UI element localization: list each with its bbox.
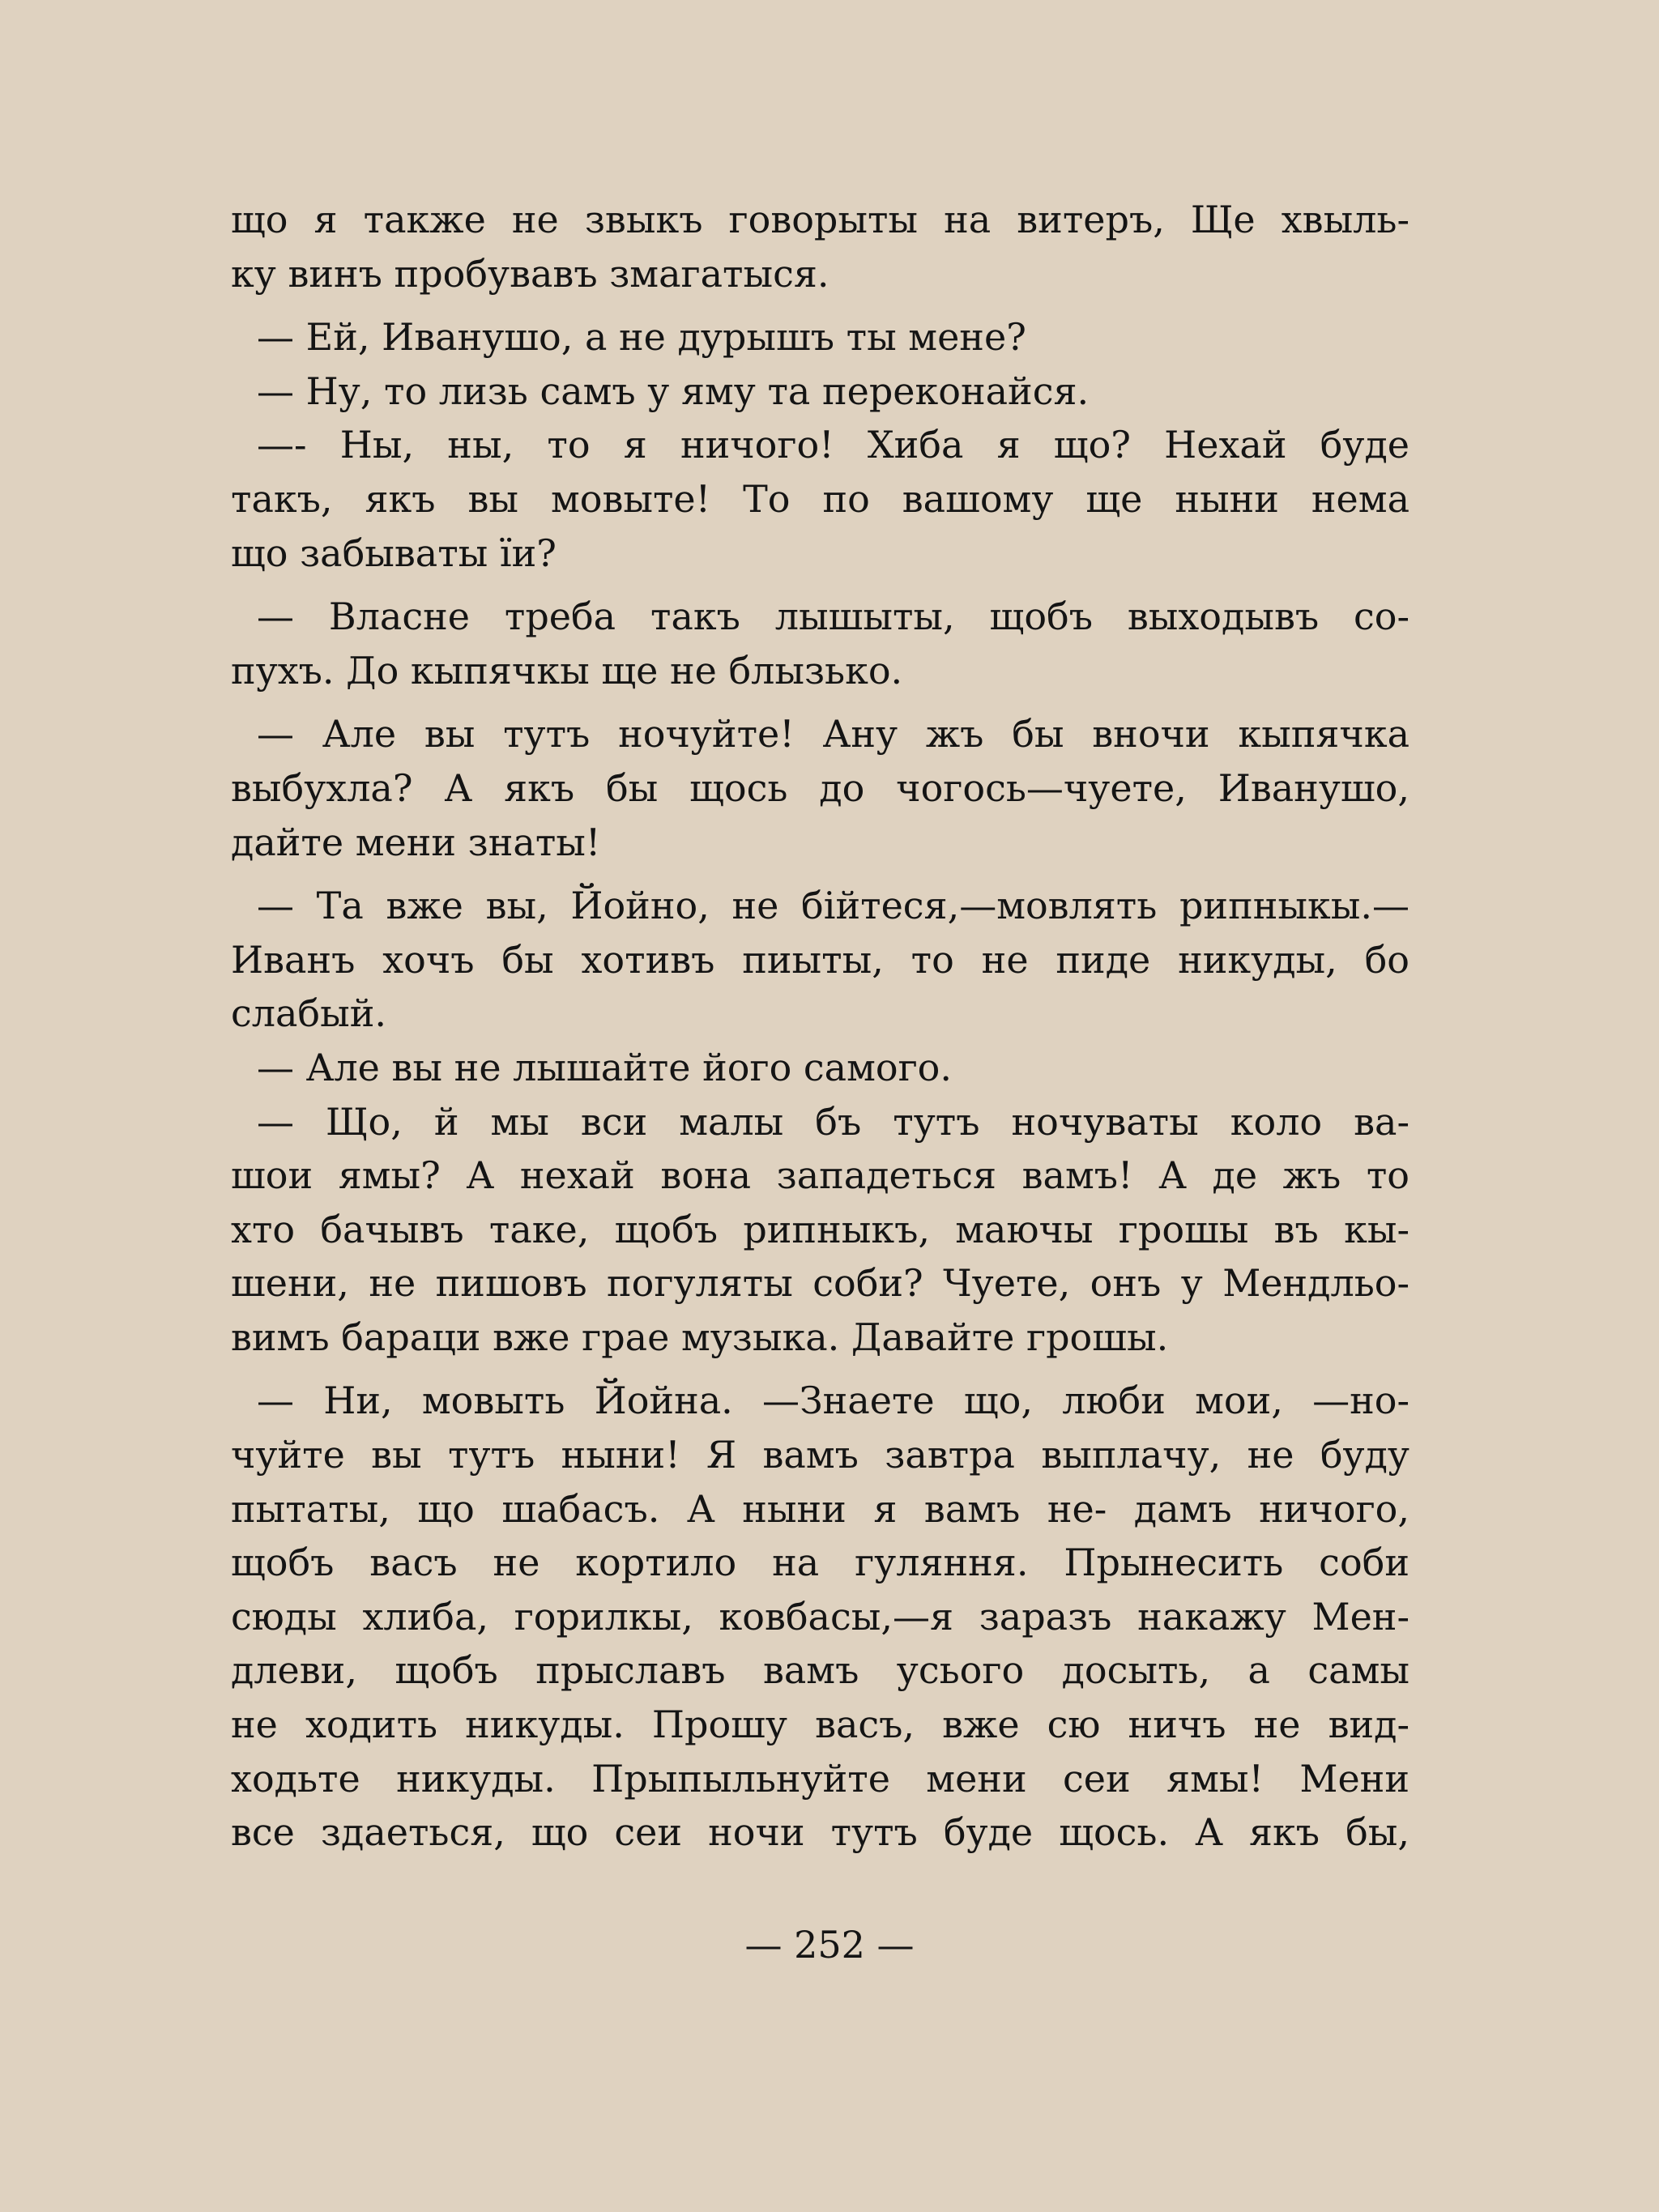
text-line: — Ни, мовыть Йойна. —Знаете що, люби мои, —но- xyxy=(257,1379,1410,1423)
text-line: длеви, щобъ прыславъ вамъ усього досыть, а самы xyxy=(231,1648,1410,1693)
text-line: слабый. xyxy=(231,991,386,1036)
text-line: хто бачывъ таке, щобъ рипныкъ, маючы грошы въ кы- xyxy=(231,1207,1410,1251)
text-line: ходьте никуды. Прыпыльнуйте мени сеи ямы! Мени xyxy=(231,1756,1410,1801)
page-number: — 252 — xyxy=(744,1923,915,1967)
text-line: не ходить никуды. Прошу васъ, вже сю ничъ не вид- xyxy=(231,1703,1410,1747)
text-line: шени, не пишовъ погуляты соби? Чуете, онъ у Мендльо- xyxy=(231,1261,1410,1306)
text-line: —- Ны, ны, то я ничого! Хиба я що? Нехай буде xyxy=(257,423,1410,467)
text-line: що я также не звыкъ говорыты на витеръ, Ще хвыль- xyxy=(231,198,1410,241)
text-line: такъ, якъ вы мовыте! То по вашому ще ныни нема xyxy=(231,476,1410,521)
text-line: — Але вы не лышайте його самого. xyxy=(257,1045,952,1089)
text-line: чуйте вы тутъ ныни! Я вамъ завтра выплачу, не буду xyxy=(231,1433,1410,1477)
text-line: сюды хлиба, горилкы, ковбасы,—я заразъ накажу Мен- xyxy=(231,1594,1410,1639)
text-line: пытаты, що шабасъ. А ныни я вамъ не- дамъ ничого, xyxy=(231,1486,1410,1531)
text-line: ку винъ пробувавъ змагатыся. xyxy=(231,251,830,296)
text-line: вимъ бараци вже грае музыка. Давайте грошы. xyxy=(231,1315,1169,1359)
text-line: — Власне треба такъ лышыты, щобъ выходывъ со- xyxy=(257,595,1410,639)
text-line: — Ну, то лизь самъ у яму та переконайся. xyxy=(257,369,1090,413)
text-line: Иванъ хочъ бы хотивъ пиыты, то не пиде никуды, бо xyxy=(231,937,1410,982)
text-line: выбухла? А якъ бы щось до чогось—чуете, Иванушо, xyxy=(231,765,1410,810)
text-line: дайте мени знаты! xyxy=(231,820,601,864)
text-line: що забываты ïи? xyxy=(231,531,557,575)
text-line: все здаеться, що сеи ночи тутъ буде щось. А якъ бы, xyxy=(231,1810,1410,1855)
text-line: — Але вы тутъ ночуйте! Ану жъ бы вночи кыпячка xyxy=(257,712,1410,757)
body-text xyxy=(231,193,1410,1860)
text-line: пухъ. До кыпячкы ще не блызько. xyxy=(231,648,903,693)
text-line: щобъ васъ не кортило на гуляння. Прынесить соби xyxy=(231,1541,1410,1585)
text-line: — Ей, Иванушо, а не дурышъ ты мене? xyxy=(257,315,1026,360)
text-line: — Та вже вы, Йойно, не бійтеся,—мовлять рипныкы.— xyxy=(257,884,1410,928)
text-line: шои ямы? А нехай вона западеться вамъ! А де жъ то xyxy=(231,1153,1410,1198)
text-line: — Що, й мы вси малы бъ тутъ ночуваты коло ва- xyxy=(257,1099,1410,1144)
